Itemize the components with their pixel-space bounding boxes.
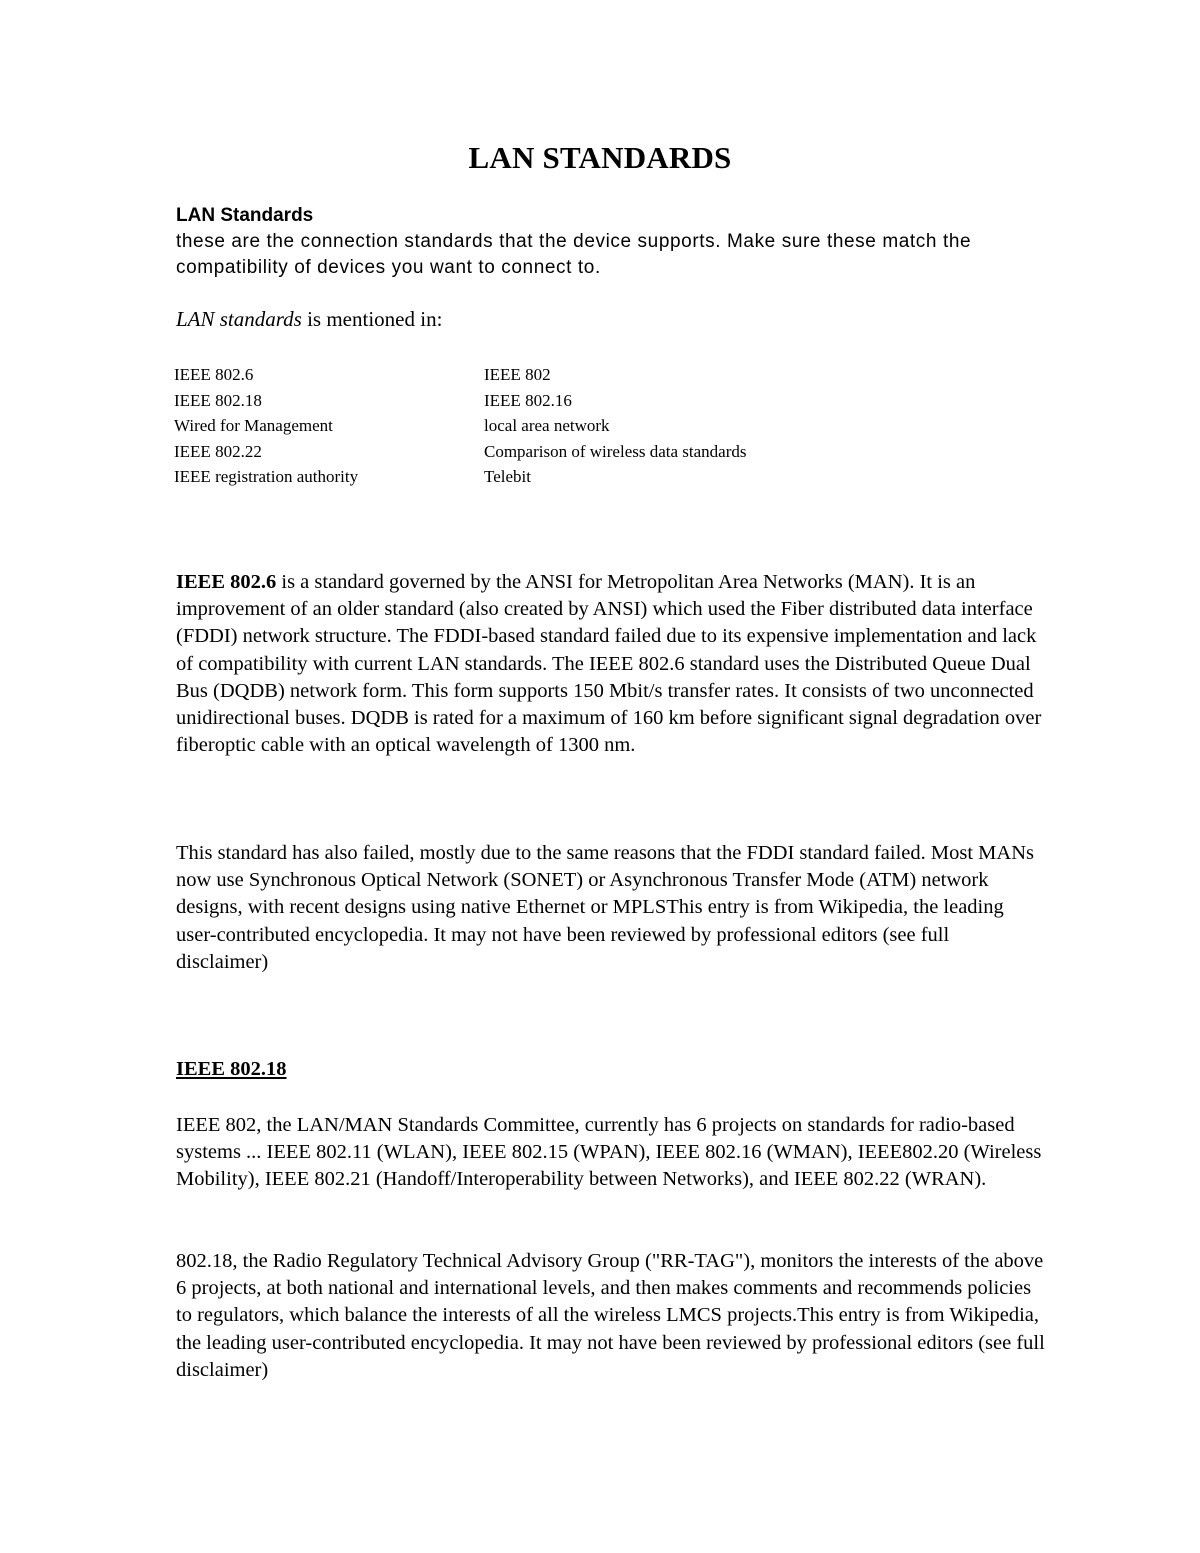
mentioned-term: LAN standards [176,307,302,331]
ieee-802-6-paragraph [176,569,1046,759]
page-title: LAN STANDARDS [468,140,732,175]
related-links-right [484,362,747,490]
ieee-802-18-paragraph-2: 802.18, the Radio Regulatory Technical Advisory Group ("RR-TAG"), monitors the interests of the above 6 projects, at both national and international levels, and then makes comments and recommends policies to regulators, which balance the interests of all the wireless LMCS projects.This entry is from Wikipedia, the leading user-contributed encyclopedia. It may not have been reviewed by professional editors (see full disclaimer) [176,1250,1045,1381]
ieee-802-6-term: IEEE 802.6 [176,571,277,593]
ieee-802-18-heading: IEEE 802.18 [176,1058,287,1080]
lan-standards-description: these are the connection standards that the device supports. Make sure these match the compatibility of devices you want to connect to. [176,231,972,278]
related-link[interactable]: IEEE 802.6 [174,365,254,384]
mentioned-in-line [176,307,442,332]
ieee-802-6-paragraph-2: This standard has also failed, mostly due to the same reasons that the FDDI standard failed. Most MANs now use Synchronous Optical Network (SONET) or Asynchronous Transfer Mode (ATM) network designs, with recent designs using native Ethernet or MPLSThis entry is from Wikipedia, the leading user-contributed encyclopedia. It may not have been reviewed by professional editors (see full disclaimer) [176,842,1034,973]
related-link[interactable]: Comparison of wireless data standards [484,441,747,461]
lan-standards-heading: LAN Standards [176,205,314,226]
ieee-802-6-text: is a standard governed by the ANSI for Metropolitan Area Networks (MAN). It is an improvement of an older standard (also created by ANSI) which used the Fiber distributed data interface (FDDI) network structure. The FDDI-based standard failed due to its expensive implementation and lack of compatibility with current LAN standards. The IEEE 802.6 standard uses the Distributed Queue Dual Bus (DQDB) network form. This form supports 150 Mbit/s transfer rates. It consists of two unconnected unidirectional buses. DQDB is rated for a maximum of 160 km before significant signal degradation over fiberoptic cable with an optical wavelength of 1300 nm. [176,571,1042,757]
related-link[interactable]: Telebit [484,467,531,486]
related-link[interactable]: IEEE 802.16 [484,390,572,410]
ieee-802-18-paragraph: IEEE 802, the LAN/MAN Standards Committee, currently has 6 projects on standards for radio-based systems ... IEEE 802.11 (WLAN), IEEE 802.15 (WPAN), IEEE 802.16 (WMAN), IEEE802.20 (Wireless Mobility), IEEE 802.21 (Handoff/Interoperability between Networks), and IEEE 802.22 (WRAN). [176,1114,1042,1191]
related-link[interactable]: IEEE 802 [484,365,551,384]
related-link[interactable]: IEEE 802.22 [174,441,262,461]
related-link[interactable]: Wired for Management [174,416,333,435]
related-link[interactable]: local area network [484,416,610,435]
related-links-left [174,362,358,490]
related-link[interactable]: IEEE 802.18 [174,390,262,410]
related-link[interactable]: IEEE registration authority [174,467,359,486]
mentioned-suffix: is mentioned in: [301,307,443,331]
